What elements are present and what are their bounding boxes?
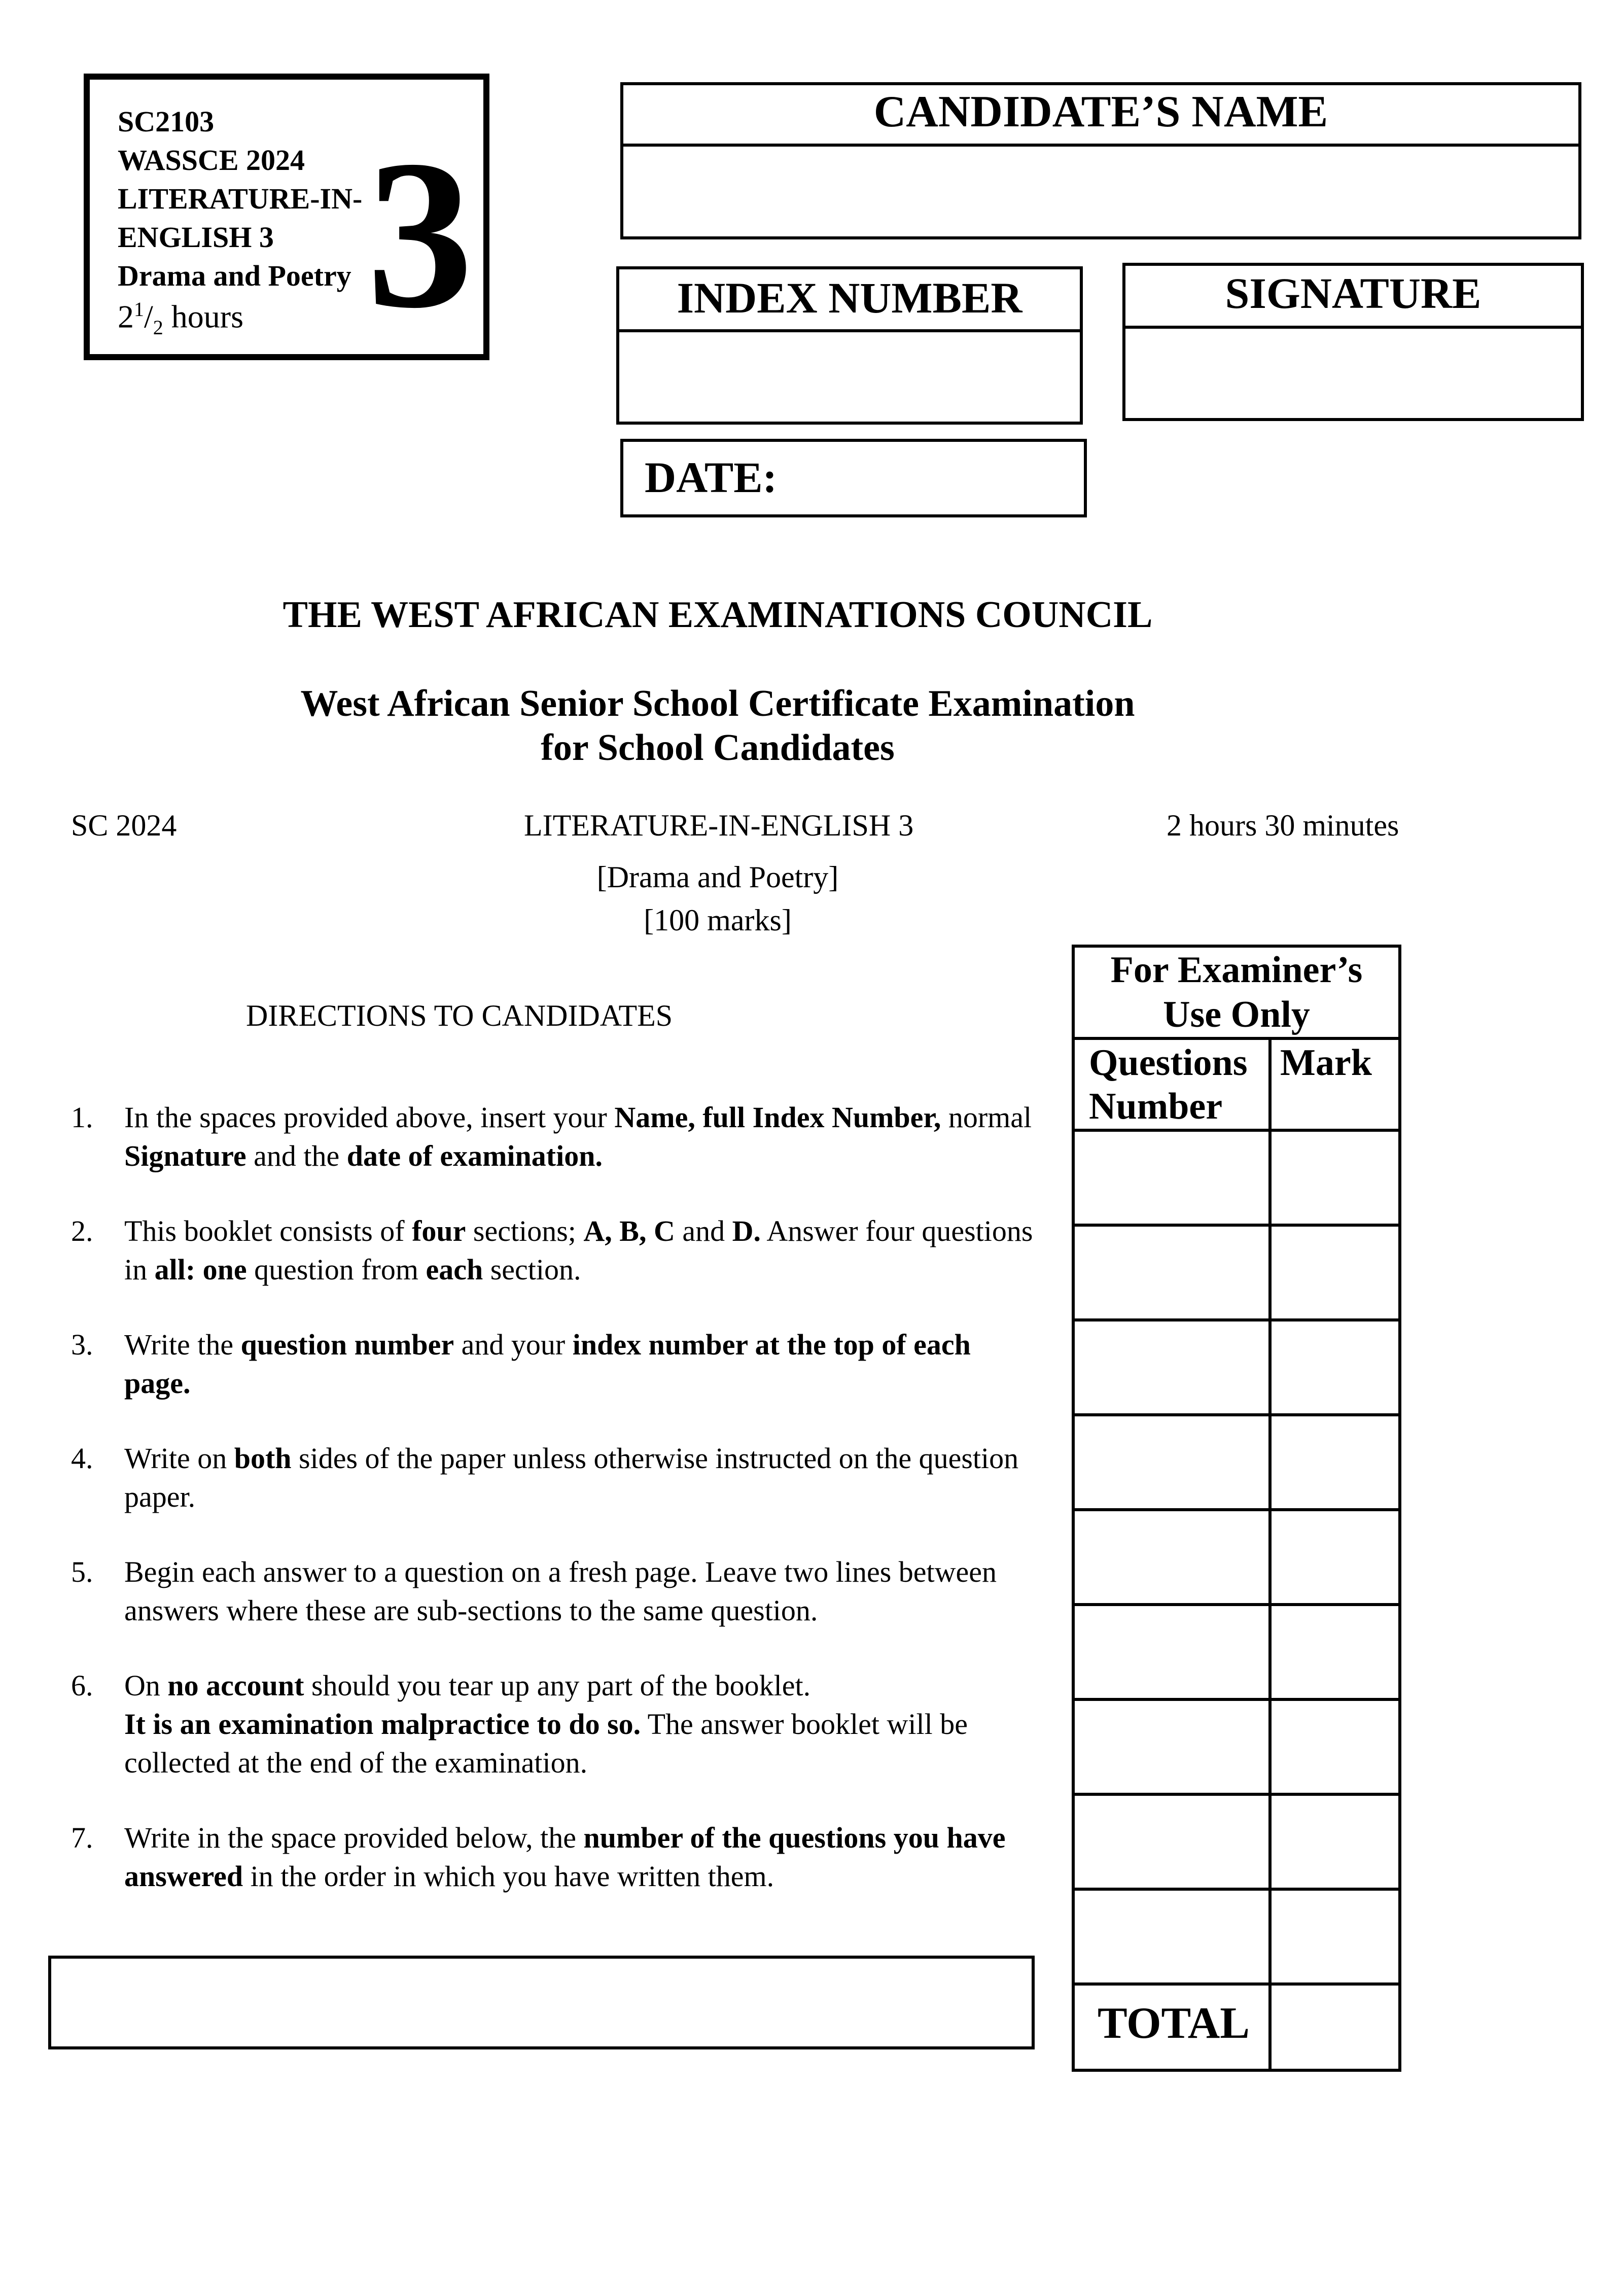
table-row[interactable] xyxy=(1075,1698,1398,1796)
exam-paper-type: [Drama and Poetry] xyxy=(596,860,839,894)
direction-item: 7. Write in the space provided below, the number of the questions you have answered in the order in which you have written them. xyxy=(71,1821,1006,1893)
date-label: DATE: xyxy=(645,453,778,502)
candidate-name-box[interactable] xyxy=(620,82,1581,239)
signature-label: SIGNATURE xyxy=(1125,266,1581,329)
questions-header-line1: Questions xyxy=(1089,1042,1248,1084)
direction-item: 2. This booklet consists of four sections; A, B, C and D. Answer four questions in all: one question from each section. xyxy=(71,1214,1033,1286)
directions-title: DIRECTIONS TO CANDIDATES xyxy=(246,999,673,1032)
candidate-name-label: CANDIDATE’S NAME xyxy=(623,85,1578,147)
questions-header-line2: Number xyxy=(1089,1086,1223,1127)
examiner-table-title xyxy=(1075,948,1398,1040)
council-name: THE WEST AFRICAN EXAMINATIONS COUNCIL xyxy=(283,594,1153,636)
signature-box[interactable] xyxy=(1122,263,1584,421)
hours-unit: hours xyxy=(171,298,243,335)
table-row[interactable] xyxy=(1075,1888,1398,1986)
table-row[interactable] xyxy=(1075,1603,1398,1701)
exam-subject: LITERATURE-IN-ENGLISH 3 xyxy=(524,809,914,842)
examiner-title-line2: Use Only xyxy=(1163,994,1310,1035)
direction-item: 1. In the spaces provided above, insert your Name, full Index Number, normal Signature and the date of examination. xyxy=(71,1101,1032,1172)
exam-total-marks: [100 marks] xyxy=(644,903,792,937)
date-box[interactable] xyxy=(620,439,1087,517)
hours-numerator: 1 xyxy=(134,298,144,321)
table-row[interactable] xyxy=(1075,1793,1398,1891)
index-number-box[interactable] xyxy=(616,266,1083,425)
table-row[interactable] xyxy=(1075,1129,1398,1227)
examiner-title-line1: For Examiner’s xyxy=(1110,949,1363,991)
exam-title-line1: West African Senior School Certificate Examination xyxy=(300,683,1135,724)
exam-duration: 2 hours 30 minutes xyxy=(1167,809,1399,842)
examiner-table xyxy=(1072,945,1401,2072)
exam-name: WASSCE 2024 xyxy=(118,144,305,177)
subject-line1: LITERATURE-IN- xyxy=(118,182,363,215)
mark-header: Mark xyxy=(1280,1042,1372,1084)
total-label: TOTAL xyxy=(1098,1999,1250,2048)
table-row[interactable] xyxy=(1075,1508,1398,1606)
direction-item: 6. On no account should you tear up any part of the booklet. It is an examination malpractice to do so. The answer booklet will be collected at the end of the examination. xyxy=(71,1669,968,1779)
direction-item: 4. Write on both sides of the paper unless otherwise instructed on the question paper. xyxy=(71,1442,1019,1513)
table-row[interactable] xyxy=(1075,1413,1398,1511)
subject-line2: ENGLISH 3 xyxy=(118,221,274,254)
questions-number-header xyxy=(1089,1041,1248,1128)
directions-list xyxy=(71,1098,1035,1932)
hours-denominator: 2 xyxy=(153,316,163,339)
exam-title-line2: for School Candidates xyxy=(541,727,895,769)
paper-info-box xyxy=(84,74,489,360)
table-row[interactable] xyxy=(1075,1318,1398,1416)
paper-info-lines xyxy=(118,102,362,295)
direction-item: 5. Begin each answer to a question on a fresh page. Leave two lines between answers where these are sub-sections to the same question. xyxy=(71,1555,997,1627)
index-number-label: INDEX NUMBER xyxy=(619,269,1080,332)
table-row[interactable] xyxy=(1075,1224,1398,1321)
paper-topic: Drama and Poetry xyxy=(118,259,351,292)
paper-duration: $2^1/_2$ hours xyxy=(118,298,243,339)
examiner-column-headers xyxy=(1075,1037,1398,1132)
paper-number: 3 xyxy=(367,116,473,352)
direction-item: 3. Write the question number and your index number at the top of each page. xyxy=(71,1328,971,1400)
questions-answered-box[interactable] xyxy=(48,1956,1035,2049)
paper-code: SC2103 xyxy=(118,105,215,138)
hours-whole: 2 xyxy=(118,298,134,335)
exam-code: SC 2024 xyxy=(71,809,177,842)
